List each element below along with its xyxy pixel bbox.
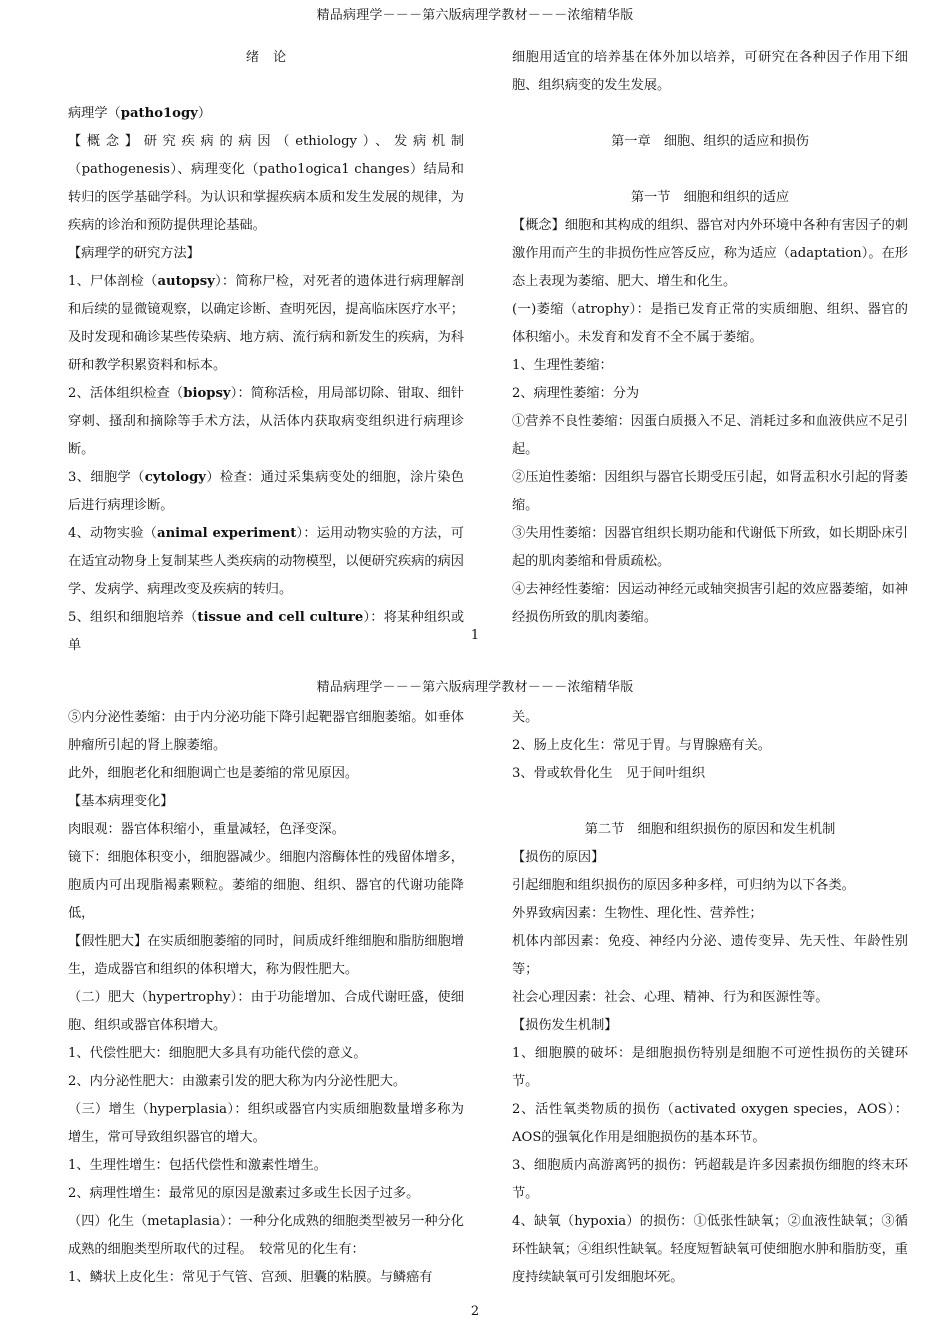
paragraph-text: 2、活体组织检查（ xyxy=(68,386,184,401)
paragraph: 3、细胞质内高游离钙的损伤：钙超载是许多因素损伤细胞的终末环节。 xyxy=(512,1158,908,1201)
paragraph: 【病理学的研究方法】 xyxy=(68,246,200,261)
section-heading: 第二节 细胞和组织损伤的原因和发生机制 xyxy=(584,822,836,837)
left-column xyxy=(68,44,464,660)
paragraph: ①营养不良性萎缩：因蛋白质摄入不足、消耗过多和血液供应不足引起。 xyxy=(512,414,908,457)
paragraph: 【损伤的原因】 xyxy=(512,850,605,865)
right-column xyxy=(512,44,908,632)
spacer xyxy=(512,100,908,128)
running-header: 精品病理学－－－第六版病理学教材－－－浓缩精华版 xyxy=(316,680,634,695)
paragraph: (一)萎缩（atrophy）：是指已发育正常的实质细胞、组织、器官的体积缩小。未发育和发育不全不属于萎缩。 xyxy=(512,302,908,345)
paragraph: ④去神经性萎缩：因运动神经元或轴突损害引起的效应器萎缩，如神经损伤所致的肌肉萎缩。 xyxy=(512,582,908,625)
paragraph: 细胞用适宜的培养基在体外加以培养，可研究在各种因子作用下细胞、组织病变的发生发展。 xyxy=(512,50,908,93)
paragraph-text: 病理学（ xyxy=(68,106,121,121)
paragraph: （二）肥大（hypertrophy）：由于功能增加、合成代谢旺盛，使细胞、组织或器官体积增大。 xyxy=(68,990,464,1033)
paragraph: 机体内部因素：免疫、神经内分泌、遗传变异、先天性、年龄性别等； xyxy=(512,934,908,977)
paragraph xyxy=(68,520,464,604)
paragraph: 镜下：细胞体积变小，细胞器减少。细胞内溶酶体性的残留体增多，胞质内可出现脂褐素颗粒。萎缩的细胞、组织、器官的代谢功能降低， xyxy=(68,850,464,921)
paragraph: 社会心理因素：社会、心理、精神、行为和医源性等。 xyxy=(512,990,829,1005)
paragraph: （三）增生（hyperplasia）：组织或器官内实质细胞数量增多称为增生，常可导致组织器官的增大。 xyxy=(68,1102,464,1145)
paragraph: 3、骨或软骨化生 见于间叶组织 xyxy=(512,766,706,781)
paragraph: 4、缺氧（hypoxia）的损伤：①低张性缺氧；②血液性缺氧；③循环性缺氧；④组织性缺氧。轻度短暂缺氧可使细胞水肿和脂肪变，重度持续缺氧可引发细胞坏死。 xyxy=(512,1214,908,1285)
paragraph: 关。 xyxy=(512,710,539,725)
section-heading: 绪论 xyxy=(245,50,301,65)
paragraph-text: 1、尸体剖检（ xyxy=(68,274,158,289)
paragraph: ⑤内分泌性萎缩：由于内分泌功能下降引起靶器官细胞萎缩。如垂体肿瘤所引起的肾上腺萎缩。 xyxy=(68,710,464,753)
bold-term: autopsy xyxy=(157,274,215,289)
bold-term: cytology xyxy=(144,470,206,485)
left-column xyxy=(68,704,464,1292)
running-header: 精品病理学－－－第六版病理学教材－－－浓缩精华版 xyxy=(316,8,634,23)
paragraph-text: ）：运用动物实验的方法，可在适宜动物身上复制某些人类疾病的动物模型，以便研究疾病的病因学、发病学、病理改变及疾病的转归。 xyxy=(68,526,464,597)
bold-term: patho1ogy xyxy=(120,106,198,121)
paragraph: 1、生理性萎缩： xyxy=(512,358,613,373)
paragraph: 此外，细胞老化和细胞调亡也是萎缩的常见原因。 xyxy=(68,766,359,781)
paragraph: 外界致病因素：生物性、理化性、营养性； xyxy=(512,906,763,921)
paragraph: 2、肠上皮化生：常见于胃。与胃腺癌有关。 xyxy=(512,738,771,753)
paragraph: 1、代偿性肥大：细胞肥大多具有功能代偿的意义。 xyxy=(68,1046,367,1061)
paragraph: 2、病理性增生：最常见的原因是激素过多或生长因子过多。 xyxy=(68,1186,420,1201)
paragraph: ②压迫性萎缩：因组织与器官长期受压引起，如肾盂积水引起的肾萎缩。 xyxy=(512,470,908,513)
paragraph: 【概念】细胞和其构成的组织、器官对内外环境中各种有害因子的刺激作用而产生的非损伤性应答反应，称为适应（adaptation）。在形态上表现为萎缩、肥大、增生和化生。 xyxy=(512,218,908,289)
paragraph: 1、鳞状上皮化生：常见于气管、宫颈、胆囊的粘膜。与鳞癌有 xyxy=(68,1270,433,1285)
spacer xyxy=(512,788,908,816)
spacer xyxy=(512,156,908,184)
paragraph xyxy=(68,100,464,128)
paragraph: 引起细胞和组织损伤的原因多种多样，可归纳为以下各类。 xyxy=(512,878,855,893)
paragraph: （四）化生（metaplasia）：一种分化成熟的细胞类型被另一种分化成熟的细胞类型所取代的过程。 较常见的化生有： xyxy=(68,1214,464,1257)
document-page-1 xyxy=(0,0,950,660)
paragraph: 【基本病理变化】 xyxy=(68,794,174,809)
paragraph-text: ）：将某种组织或单 xyxy=(68,610,465,653)
paragraph: 2、活性氧类物质的损伤（activated oxygen species，AOS）：AOS的强氧化作用是细胞损伤的基本环节。 xyxy=(512,1102,908,1145)
paragraph-text: 3、细胞学（ xyxy=(68,470,145,485)
right-column xyxy=(512,704,908,1292)
paragraph: 【概念】研究疾病的病因（ethiology）、发病机制（pathogenesis）、病理变化（patho1ogica1 changes）结局和转归的医学基础学科。为认识和掌握疾病本质和发生发展的规律，为疾病的诊治和预防提供理论基础。 xyxy=(68,134,464,233)
paragraph: 1、细胞膜的破坏：是细胞损伤特别是细胞不可逆性损伤的关键环节。 xyxy=(512,1046,908,1089)
paragraph: 2、病理性萎缩：分为 xyxy=(512,386,640,401)
section-heading: 第一节 细胞和组织的适应 xyxy=(630,190,790,205)
paragraph xyxy=(68,268,464,380)
page-number: 1 xyxy=(470,628,480,643)
spacer xyxy=(68,72,464,100)
bold-term: tissue and cell culture xyxy=(197,610,364,625)
paragraph: 【假性肥大】在实质细胞萎缩的同时，间质成纤维细胞和脂肪细胞增生，造成器官和组织的体积增大，称为假性肥大。 xyxy=(68,934,464,977)
paragraph xyxy=(68,464,464,520)
paragraph: ③失用性萎缩：因器官组织长期功能和代谢低下所致，如长期卧床引起的肌肉萎缩和骨质疏松。 xyxy=(512,526,908,569)
bold-term: biopsy xyxy=(183,386,231,401)
paragraph-text: ） xyxy=(197,106,212,121)
document-page-2 xyxy=(0,672,950,1344)
paragraph: 肉眼观：器官体积缩小，重量减轻，色泽变深。 xyxy=(68,822,345,837)
paragraph-text: 5、组织和细胞培养（ xyxy=(68,610,198,625)
page-number: 2 xyxy=(470,1304,480,1319)
paragraph-text: ）检查：通过采集病变处的细胞，涂片染色后进行病理诊断。 xyxy=(68,470,464,513)
section-heading: 第一章 细胞、组织的适应和损伤 xyxy=(611,134,809,149)
paragraph: 2、内分泌性肥大：由激素引发的肥大称为内分泌性肥大。 xyxy=(68,1074,407,1089)
bold-term: animal experiment xyxy=(157,526,297,541)
paragraph: 【损伤发生机制】 xyxy=(512,1018,618,1033)
paragraph-text: 4、动物实验（ xyxy=(68,526,158,541)
paragraph-text: ）：简称尸检，对死者的遗体进行病理解剖和后续的显微镜观察，以确定诊断、查明死因，提高临床医疗水平；及时发现和确诊某些传染病、地方病、流行病和新发生的疾病，为科研和教学积累资料和标本。 xyxy=(68,274,464,373)
paragraph: 1、生理性增生：包括代偿性和激素性增生。 xyxy=(68,1158,327,1173)
paragraph-text: ）：简称活检，用局部切除、钳取、细针穿刺、搔刮和摘除等手术方法，从活体内获取病变组织进行病理诊断。 xyxy=(68,386,464,457)
paragraph xyxy=(68,380,464,464)
